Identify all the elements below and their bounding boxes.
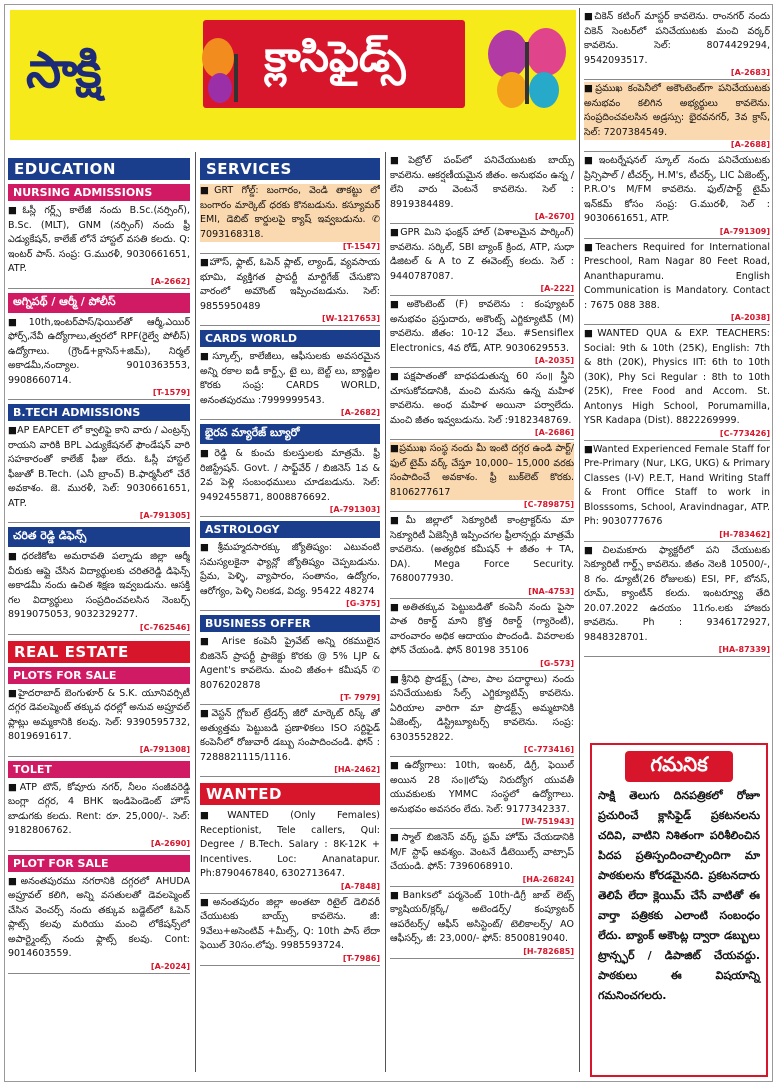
column-education-realestate bbox=[8, 152, 190, 1072]
charita-defence-heading: చరిత రెడ్డి డిఫెన్స్ bbox=[8, 527, 190, 547]
column-misc-ads bbox=[390, 152, 574, 1072]
ad-code: [H-782685] bbox=[390, 947, 574, 959]
agnipath-heading: అగ్నిపథ్ / ఆర్మీ / పోలీస్ bbox=[8, 293, 190, 313]
notice-box bbox=[590, 743, 768, 1077]
ad-qualified-teachers: ■WANTED QUA & EXP. TEACHERS: Social: 9th & 10th (25K), English: 7th & 8th (20K), Physics IIT: 6th to 10th (30K), Phy Sci Regular : 8th to 10th (25K), Free Food and Accom. St. Antonys High School, Porumamilla, YSR Kadapa (Dist). 8822269999. bbox=[584, 328, 770, 426]
ad-code: [A-2038] bbox=[584, 313, 770, 325]
ad-banks: ■Banksలో పర్మనెంట్ 10th-డిగ్రీ జాబ్ లెట్స్ క్యాషియర్/క్లర్క్/ అటెండర్స్/ కంప్యూటర్ ఆపరేటర్స్/ ఆఫీస్ అసిస్టెంట్/ టెలికాలర్స్/ AO ఆఫీసర్స్, జీ: 23,000/- ఫోన్: 8500819040. bbox=[390, 889, 574, 944]
ad-code: [C-789875] bbox=[390, 500, 574, 512]
ad-nursing: ■ఓస్లీ గర్ల్స్ కాలేజీ నందు B.Sc.(నర్సింగ్), B.Sc. (MLT), GNM (నర్సింగ్) నందు ఫ్రీ ఎడ్యుకేషన్, కాలేజ్ లోనే హాస్టల్ వసతి కలదు. Q: ఇంటర్ పాస్. సంప్ర: G.మురళీ, 9030661651, ATP. bbox=[8, 205, 190, 274]
plots-for-sale-heading: PLOTS FOR SALE bbox=[8, 667, 190, 684]
ad-code: [H-783462] bbox=[584, 530, 770, 542]
astrology-heading: ASTROLOGY bbox=[200, 521, 380, 538]
plot-for-sale-heading: PLOT FOR SALE bbox=[8, 855, 190, 872]
ad-code: [A-2024] bbox=[8, 962, 190, 974]
ad-code: [HA-26824] bbox=[390, 875, 574, 887]
ad-accountant-company: ■ప్రముఖ కంపెనీలో అకౌంటెంట్‌గా పనిచేయుటకు అనుభవం కలిగిన అభ్యర్థులు కావలెను. సంప్రదించవలసిన అడ్రస్సు: భైరవనగర్, 3వ క్రాస్, సెల్: 7207384549. bbox=[584, 82, 770, 140]
column-divider bbox=[579, 8, 580, 1072]
btech-admissions-heading: B.TECH ADMISSIONS bbox=[8, 404, 190, 421]
ad-srinidhi-products: ■శ్రీనిధి ప్రొడక్ట్స్ (పాల, పాల పదార్థాలు) నందు పనిచేయుటకు సేల్స్ ఎగ్జిక్యూటివ్స్ కావలెను. ఏరియాల వారిగా మా ప్రొడక్ట్స్ అమ్మటానికి ఏజెంట్స్, డిస్ట్రిబ్యూటర్స్ కావలెను. సంప్ర: 6303552822. bbox=[390, 673, 574, 743]
ad-code: [G-573] bbox=[390, 659, 574, 671]
ad-code: [A-7848] bbox=[200, 882, 380, 894]
notice-text: సాక్షి తెలుగు దినపత్రికలో రోజూ ప్రచురించే క్లాసిఫైడ్ ప్రకటనలను చదివి, వాటిని నిశితంగా పరిశీలించిన పిదప ప్రతిస్పందించాల్సిందిగా మా పాఠకులను కోరడమైనది. ప్రకటనదారు తెలిపే లేదా క్లెయిమ్ చేసే వాటితో ఈ వార్తా పత్రికకు ఎలాంటి సంబంధం లేదు. బ్యాంక్ అకౌంట్ల ద్వారా డబ్బులు ట్రాన్స్ఫర్ / డిపాజిట్ చేయవద్దు. పాఠకులు ఈ విషయాన్ని గమనించగలరు. bbox=[598, 789, 760, 1002]
ad-security: ■మీ జిల్లాలో సెక్యూరిటీ కాంట్రాక్టర్‌ను మా సెక్యూరిటీ ఏజెన్సీకి ఇప్పించగల ఫ్రీలాన్సర్లు మాత్రమే కావలెను. (అత్యధిక కమీషన్ + జీతం + TA, DA). Mega Force Security. 7680077930. bbox=[390, 515, 574, 584]
cards-world-heading: CARDS WORLD bbox=[200, 330, 380, 347]
ad-code: [W-1217653] bbox=[200, 314, 380, 326]
ad-code: [T-1579] bbox=[8, 388, 190, 400]
ad-investment: ■అతితక్కువ పెట్టుబడితో కంపెనీ నందు పైసా పాత రికార్డ్ మాని క్రొత్త రికార్డ్ (గ్యారెంటీ), వారంవారం అధిక ఆదాయం పొందండి. వివరాలకు ఫోన్ చేయండి. ఫోన్ 80198 35106 bbox=[390, 601, 574, 656]
ad-code: [T- 7979] bbox=[200, 693, 380, 705]
ad-code: [A-791309] bbox=[584, 227, 770, 239]
ad-code: [T-7986] bbox=[200, 954, 380, 966]
ad-code: [A-2682] bbox=[200, 408, 380, 420]
nursing-admissions-heading: NURSING ADMISSIONS bbox=[8, 184, 190, 201]
ad-international-school: ■ఇంటర్నేషనల్ స్కూల్ నందు పనిచేయుటకు ప్రిన్సిపాల్ / టీచర్స్, H.M's, టీచర్స్, LIC ఏజెంట్స్, P.R.O's M/FM కావలెను. ఫుల్/పార్ట్ టైమ్ ఇన్‌కమ్ కోసం సంప్ర: G.మురళీ, సెల్ : 9030661651, ATP. bbox=[584, 155, 770, 224]
ad-code: [C-773426] bbox=[584, 429, 770, 441]
ad-caretaker: ■పక్షపాతంతో బాధపడుతున్న 60 సం॥ స్త్రీని చూసుకోవడానికి, మంచి మనసు ఉన్న మహిళ కావలెను. అంధ మహిళ అయినా పర్వాలేదు. మంచి జీతం ఇవ్వబడును. సెల్ :9182348769. bbox=[390, 371, 574, 426]
ad-wanted-receptionist: ■WANTED (Only Females) Receptionist, Tele callers, Qul: Degree / B.Tech. Salary : 8K-12K + Incentives. Loc: Ananatapur. Ph:8790467840, 6302713647. bbox=[200, 810, 380, 879]
ad-charita: ■ధరణికోట అమరావతి పల్నాడు జిల్లా ఆర్మీ వీరుకు ఆప్లై చేసిన విద్యార్థులకు చరితరెడ్డి డిఫెన్స్ అకాడమీ నందు ఉచిత శిక్షణ ఇవ్వబడును. ఆసక్తి గల విద్యార్థులు సంప్రదించవలసిన నెంబర్స్ 8919075053, 9032329277. bbox=[8, 551, 190, 620]
ad-tolet: ■ATP టౌన్, కోవూరు నగర్, నీలం సంజీవరెడ్డి బంగ్లా దగ్గర, 4 BHK ఇండిపెండెంట్ హౌస్ బాడుగకు కలదు. Rent: రూ. 25,000/-. సెల్: 9182806762. bbox=[8, 781, 190, 836]
ad-code: [A-791308] bbox=[8, 745, 190, 757]
ad-work-from-home: ■ప్రముఖ సంస్థ నందు మీ ఇంటి దగ్గర ఉండి పార్ట్/ఫుల్ టైమ్ వర్క్ చేస్తూ 10,000– 15,000 వరకు సంపాదించే అవకాశం. ఫ్రీ బుక్‌లెట్ కొరకు. 8106277617 bbox=[390, 442, 574, 500]
ad-small-business: ■స్మాల్ బిజినెస్ వర్క్ ఫ్రమ్ హోమ్ చేయడానికి M/F స్టాఫ్ ఆవశ్యం. వెంటనే డీటెయిల్స్ వాట్సాప్ చేయండి. ఫోన్: 7396068910. bbox=[390, 832, 574, 872]
ad-code: [A-2670] bbox=[390, 212, 574, 224]
tolet-heading: TOLET bbox=[8, 761, 190, 778]
ad-code: [C-762546] bbox=[8, 623, 190, 635]
ad-chicken-cutting: ■చికెన్ కటింగ్ మాస్టర్ కావలెను. రాంనగర్ నందు చికెన్ సెంటర్‌లో పనిచేయుటకు మంచి వర్కర్ కావలెను. సెల్: 8074429294, 9542093517. bbox=[584, 11, 770, 66]
column-divider bbox=[195, 152, 196, 1072]
notice-title: గమనిక bbox=[625, 751, 733, 782]
column-services-wanted bbox=[200, 152, 380, 1072]
ad-plots: ■హైదరాబాద్ బెంగుళూర్ & S.K. యూనివర్సిటీ దగ్గర డెవలప్మెంట్ తక్కువ ధరల్లో అనువ అప్రూవల్ ప్లాట్లు అమ్మకానికి కలవు. సెల్: 9390595732, 8019691617. bbox=[8, 687, 190, 742]
ad-code: [A-2688] bbox=[584, 140, 770, 152]
ad-function-hall: ■GPR మిని ఫంక్షన్ హాల్ (విశాలమైన పార్కింగ్) కావలెను. సర్కిల్, SBI బ్యాంక్ క్రింద, ATP, సుధా డిజిటల్ & A to Z ఈవెంట్స్ కలదు. సెల్ : 9440787087. bbox=[390, 227, 574, 282]
ad-business-offer: ■ Arise కంపెనీ ప్రైవేట్ అన్ని రకములైన బిజినెస్ ప్రాపర్టీ ప్రాజెక్టు కొరకు @ 5% LJP & Agent's కావలెను. మంచి జీతం+ కమీషన్ ✆ 8076202878 bbox=[200, 636, 380, 691]
ad-code: [A-2686] bbox=[390, 428, 574, 440]
ad-agnipath: ■10th,ఇంటర్‌పాస్/ఫెయిల్‌తో ఆర్మీ,ఎయిర్ ఫోర్స్,నేవీ ఉద్యోగాలు,త్వరలో RPF(రైల్వే పోలీస్) ఉద్యోగాలు. (గ్రౌండ్+క్లాసెస్+జిమ్), నిర్మల్ అకాడమీ,నంద్యాల. 9010363553, 9908660714. bbox=[8, 316, 190, 386]
ad-code: [A-2690] bbox=[8, 839, 190, 851]
ad-house-mortgage: ■హౌస్, ఫ్లాట్, ఓపెన్ ప్లాట్, ల్యాండ్, వ్యవసాయ భూమి, వ్యక్తిగత ప్రాపర్టీ మార్టిగేజ్ చేసుకొని వారంలో అమౌంట్ ఇప్పించబడును. సెల్: 9855950489 bbox=[200, 257, 380, 312]
butterfly-right-icon bbox=[486, 26, 568, 114]
ad-marriage-bureau: ■రెడ్డి & కుంచు కులస్తులకు మాత్రమే. ఫ్రీ రిజిస్ట్రేషన్. Govt. / సాఫ్ట్‌వేర్ / బిజినెస్ 1వ & 2వ పెళ్లి సంబంధములు చూడబడును. సెల్: 9492455871, 8008876692. bbox=[200, 448, 380, 503]
ad-code: [A-791305] bbox=[8, 511, 190, 523]
ad-female-staff: ■Wanted Experienced Female Staff for Pre-Primary (Nur, LKG, UKG) & Primary Classes (I-V) P.E.T, Hand Writing Staff & Front Office Staff to work in Blosssoms, School, Aravindnagar, ATP. Ph: 9030777676 bbox=[584, 443, 770, 527]
ad-global-traders: ■వెస్టన్ గ్లోబల్ ట్రేడర్స్ జీరో మార్కెట్ రిస్క్ తో అత్యుత్తమ పెట్టుబడి ప్రణాళికలు ISO సర్టిఫైడ్ కంపెనీలో రోజువారీ డబ్బు సంపాదించండి. ఫోన్ : 7288821115/1116. bbox=[200, 708, 380, 763]
ad-accountant: ■అకౌంటెంట్ (F) కావలెను : కంప్యూటర్ అనుభవం ప్రస్తుదారు, అకౌంట్స్ ఎగ్జిక్యూటివ్ (M) కావలెను. జీతం: 10-12 వేలు. #Sensiflex Electronics, 4వ రోడ్, ATP. 9030629553. bbox=[390, 299, 574, 354]
ad-code: [A-2035] bbox=[390, 356, 574, 368]
ad-btech: ■AP EAPCET లో క్వాలిఫై కాని వారు / ఎంట్రన్స్ రాయని వారికి BPL ఎడ్యుకేషనల్ ఫౌండేషన్ వారి సహకారంతో కాలేజ్ ఫీజు లేదు. ఓస్లీ హాస్టల్ ఫీజుతో B.Tech. (ఎనీ బ్రాంచ్) B.ఫార్మసీలో చేరే అవకాశం. జె. మురళీ, సెల్: 9030661651, ATP. bbox=[8, 425, 190, 509]
business-offer-heading: BUSINESS OFFER bbox=[200, 615, 380, 632]
realestate-header: REAL ESTATE bbox=[8, 641, 190, 663]
ad-code: [A-2662] bbox=[8, 277, 190, 289]
ad-code: [G-375] bbox=[200, 599, 380, 611]
ad-code: [HA-87339] bbox=[584, 645, 770, 657]
education-header: EDUCATION bbox=[8, 158, 190, 180]
ad-cards-world: ■స్కూల్స్, కాలేజీలు, ఆఫీసులకు అవసరమైన అన్ని రకాల ఐడీ కార్డ్స్, టై లు, బెల్ట్ లు, బ్యాడ్జిల కొరకు సంప్ర: CARDS WORLD, అనంతపురము :7999999543. bbox=[200, 351, 380, 406]
ad-plotsale: ■అనంతపురము నగరానికి దగ్గరలో AHUDA అప్రూవల్ కలిగి, అన్ని వసతులతో డెవలప్మెంట్ చేసిన వెంచర్స్ నందు తక్కువ బడ్జెట్‌లో ఓపెన్ ప్లాట్స్ కలవు మరియు మంచి లోకేషన్స్‌లో అపార్ట్మెంట్స్ నందు ఫ్లాట్స్ కలవు. Cont: 9014603559. bbox=[8, 875, 190, 959]
ad-code: [W-751943] bbox=[390, 817, 574, 829]
marriage-bureau-heading: భైరవ మ్యారేజ్ బ్యూరో bbox=[200, 424, 380, 444]
ad-code: [A-791303] bbox=[200, 505, 380, 517]
ad-code: [T-1547] bbox=[200, 242, 380, 254]
services-header: SERVICES bbox=[200, 158, 380, 180]
ad-factory-security: ■చిలమకూరు ఫ్యాక్టరీలో పని చేయుటకు సెక్యూరిటీ గార్డ్స్ కావలెను. జీతం నెలకి 10500/-, 8 గం. డ్యూటీ(26 రోజులకు) ESI, PF, బోనస్, రూమ్, క్యాంటీన్ కలదు. ఇంటర్వ్యూ తేది 20.07.2022 ఉదయం 11గం.లకు హాజరు కావలెను. Ph : 9346172927, 9848328701. bbox=[584, 544, 770, 643]
ad-teachers-preschool: ■Teachers Required for International Preschool, Ram Nagar 80 Feet Road, Ananthapuramu. English Communication is Mandatory. Contact : 7675 088 388. bbox=[584, 241, 770, 311]
ad-code: [HA-2462] bbox=[200, 765, 380, 777]
ad-jobs: ■ఉద్యోగాలు: 10th, ఇంటర్, డిగ్రీ, ఫెయిల్ అయిన 28 సం॥లోపు నిరుద్యోగ యువతీ యువకులకు YMMC సంస్థలో ఉద్యోగాలు. అనుభవం అవసరం లేదు. సెల్: 9177342337. bbox=[390, 760, 574, 815]
classifieds-title: క్లాసిఫైడ్స్ bbox=[264, 32, 406, 81]
ad-code: [NA-4753] bbox=[390, 587, 574, 599]
ad-astrology: ■శ్రీమహ్మదసారక్కు జ్యోతిష్యం: ఎటువంటి సమస్యలకైనా ఫ్యాన్లో జ్యోతిష్యం చెప్పబడును. ప్రేమ, పెళ్ళి, వ్యాపారం, సంతానం, ఉద్యోగం, ఆరోగ్యం, పెళ్ళి నిలకడ, విద్య. 95422 48274 bbox=[200, 542, 380, 597]
ad-code: [C-773416] bbox=[390, 745, 574, 757]
ad-code: [A-2683] bbox=[584, 68, 770, 80]
ad-code: [A-222] bbox=[390, 284, 574, 296]
wanted-header: WANTED bbox=[200, 783, 380, 805]
ad-grt-gold: ■GRT గోల్డ్: బంగారం, వెండి తాకట్టు లో బంగారం మార్కెట్ ధరకు కొనబడును. కస్యూమర్ EMI, డెబిట్ కార్డులపై క్యాష్ ఇవ్వబడును. ✆ 7093168318. bbox=[200, 184, 380, 242]
column-divider bbox=[385, 152, 386, 1072]
ad-wanted-delivery: ■అనంతపురం జిల్లా అంతటా రిటైల్ డెలివరీ చేయుటకు బాయ్స్ కావలెను. జీ: 9వేలు+అసెంటివ్ +మీల్స్, Q: 10th పాస్ లేదా ఫెయిల్ 30సం.లోపు. 9985593724. bbox=[200, 896, 380, 951]
butterfly-left-icon bbox=[200, 36, 248, 106]
sakshi-logo: సాక్షి bbox=[26, 40, 100, 99]
ad-petrol-pump: ■పెట్రోల్ పంప్‌లో పనిచేయుటకు బాయ్స్ కావలెను. ఆకర్షణీయమైన జీతం. అనుభవం ఉన్న / లేని వారు వెంటనే కావలెను. సెల్ : 8919384489. bbox=[390, 155, 574, 210]
